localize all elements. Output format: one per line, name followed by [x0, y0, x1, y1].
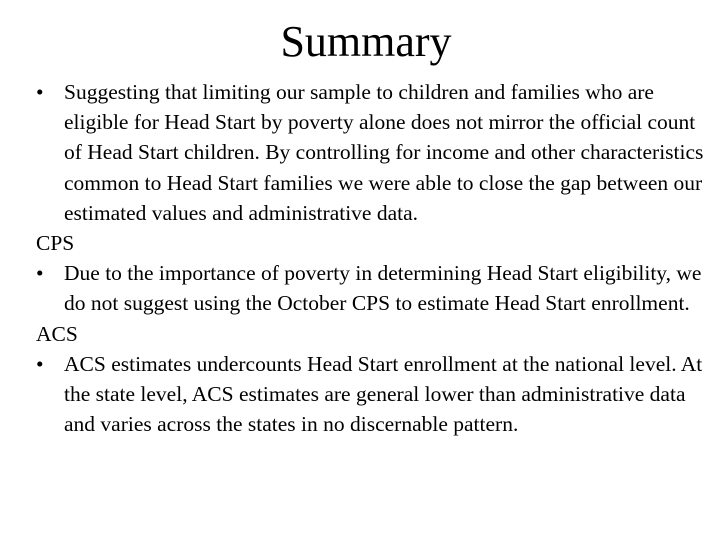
- bullet-text: ACS estimates undercounts Head Start enrollment at the national level. At the state level, ACS estimates are general lower than administrative data and varies across the states in no discernable pattern.: [64, 351, 703, 437]
- section-heading-cps: CPS: [36, 231, 75, 256]
- bullet-icon: •: [36, 261, 44, 286]
- bullet-text: Suggesting that limiting our sample to children and families who are eligible for Head Start by poverty alone does not mirror the official count of Head Start children. By controlling for income and other characteristics common to Head Start families we were able to close the gap between our estimated values and administrative data.: [64, 80, 704, 225]
- bullet-summary: [36, 77, 706, 228]
- bullet-icon: •: [36, 351, 44, 376]
- bullet-acs: [36, 349, 706, 440]
- slide-title: Summary: [280, 17, 452, 66]
- section-heading-acs: ACS: [36, 321, 78, 346]
- slide-content: [36, 77, 706, 439]
- bullet-icon: •: [36, 80, 44, 104]
- bullet-text: Due to the importance of poverty in determining Head Start eligibility, we do not suggest using the October CPS to estimate Head Start enrollment.: [64, 261, 702, 316]
- bullet-cps: [36, 258, 706, 318]
